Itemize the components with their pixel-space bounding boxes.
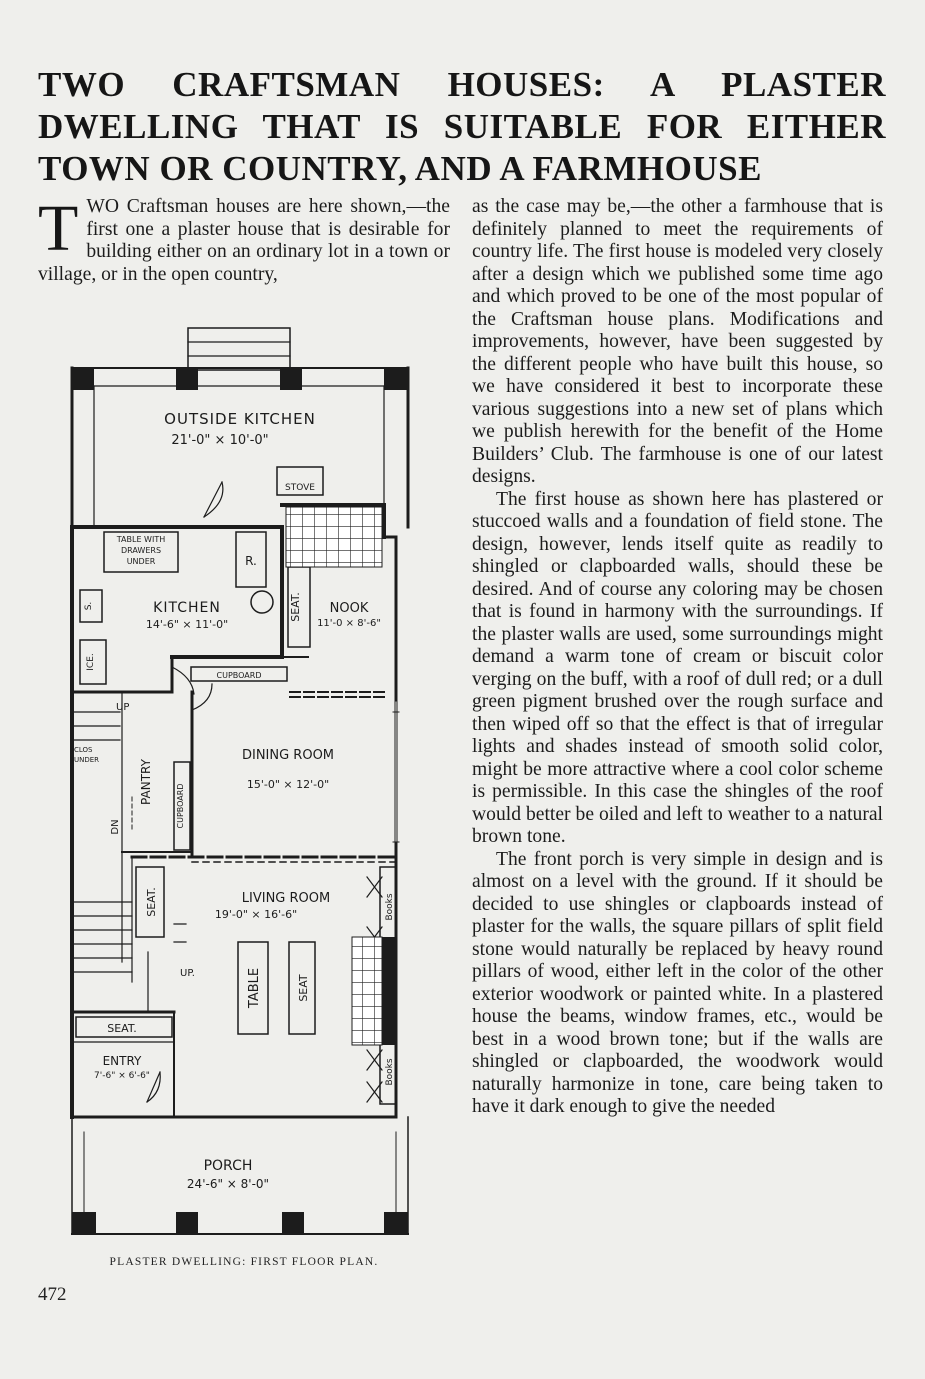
- right-column: [472, 196, 883, 1119]
- outside-kitchen-size: 21'-0" × 10'-0": [171, 433, 269, 448]
- pantry-cupboard-label: CUPBOARD: [176, 783, 185, 829]
- stove-label: STOVE: [285, 483, 315, 493]
- page-number: 472: [38, 1284, 67, 1305]
- closet-label-2: UNDER: [74, 756, 100, 764]
- nook-label: NOOK: [329, 601, 369, 616]
- article-title: TWO CRAFTSMAN HOUSES: A PLASTER DWELLING THAT IS SUITABLE FOR EITHER TOWN OR COUNTRY, AND A FARMHOUSE: [38, 65, 886, 188]
- refrigerator-label: R.: [245, 554, 257, 568]
- stair-up-label: UP: [116, 702, 130, 713]
- sink-label: S.: [84, 601, 94, 611]
- porch-label: PORCH: [203, 1158, 253, 1174]
- pantry-label: PANTRY: [139, 759, 153, 805]
- bookcase-label-upper: Books: [385, 893, 395, 921]
- kitchen-label: KITCHEN: [153, 600, 221, 616]
- closet-label-1: CLOS: [74, 746, 93, 754]
- cupboard-label: CUPBOARD: [216, 671, 262, 680]
- table-label: TABLE: [247, 967, 262, 1009]
- table-drawers-label-1: TABLE WITH: [116, 535, 166, 544]
- paragraph-continuation: as the case may be,—the other a farmhouse that is definitely planned to meet the requirements of country life. The first house is modeled very closely after a design which we published some time ago and which proved to be one of the most popular of the Craftsman house plans. Modifications and improvements, however, have been suggested by the different people who have built this house, so we have considered it best to incorporate these various suggestions into a new set of plans which we publish herewith for the benefit of the Home Builders’ Club. The farmhouse is one of our latest designs.: [472, 196, 883, 487]
- porch-size: 24'-6" × 8'-0": [186, 1177, 270, 1191]
- dining-room-size: 15'-0" × 12'-0": [246, 778, 330, 791]
- ice-label: ICE.: [86, 653, 96, 671]
- intro-paragraph: [38, 192, 450, 286]
- table-drawers-label-3: UNDER: [126, 557, 156, 566]
- paragraph-plaster-walls: The first house as shown here has plastered or stuccoed walls and a foundation of field stone. The design, however, lends itself quite as readily to shingled or clapboarded walls, should these be desired. And of course any coloring may be chosen that is found in harmony with the surroundings. If the plaster walls are used, some surroundings might demand a warm tone of cream or biscuit color verging on the buff, with a roof of dull red; or a dull green pigment brushed over the rough surface and then wiped off so that the effect is that of irregular lights and shades instead of smooth solid color, might be more attractive where a cool color scheme is permissible. In this case the shingles of the roof would better be oiled and left to weather to a natural brown tone.: [472, 488, 883, 847]
- drop-cap: T: [38, 192, 79, 265]
- figure-caption: PLASTER DWELLING: FIRST FLOOR PLAN.: [109, 1256, 379, 1268]
- floor-plan-drawing: [62, 322, 432, 1252]
- table-drawers-label-2: DRAWERS: [120, 546, 162, 555]
- left-column: [38, 192, 450, 286]
- living-stair-up-label: UP.: [180, 968, 195, 979]
- living-room-label: LIVING ROOM: [241, 891, 331, 906]
- table-seat-label: SEAT: [297, 974, 310, 1002]
- kitchen-size: 14'-6" × 11'-0": [145, 618, 229, 631]
- bookcase-label-lower: Books: [385, 1058, 395, 1086]
- dining-room-label: DINING ROOM: [241, 748, 335, 763]
- entry-label: ENTRY: [102, 1054, 142, 1068]
- stair-down-label: DN: [110, 819, 121, 835]
- living-room-size: 19'-0" × 16'-6": [214, 908, 298, 921]
- entry-seat-label: SEAT.: [107, 1022, 137, 1035]
- outside-kitchen-label: OUTSIDE KITCHEN: [164, 410, 316, 428]
- floor-plan-figure: [62, 322, 432, 1252]
- nook-size: 11'-0 × 8'-6": [317, 618, 381, 629]
- paragraph-front-porch: The front porch is very simple in design and is almost on a level with the ground. If it should be decided to use shingles or clapboards instead of plaster for the walls, the square pillars of split field stone would naturally be replaced by heavy round pillars of wood, either left in the color of the other exterior woodwork or painted white. In a plastered house the beams, window frames, etc., would be best in a wood brown tone; but if the walls are shingled or clapboarded, the woodwork would naturally harmonize in tone, care being taken to have it dark enough to give the needed: [472, 848, 883, 1117]
- nook-seat-label: SEAT.: [289, 592, 302, 622]
- intro-text: WO Craftsman houses are here shown,—the first one a plaster house that is desirable for building either on an ordinary lot in a town or village, or in the open country,: [38, 196, 450, 285]
- living-seat-label: SEAT.: [145, 887, 158, 917]
- entry-size: 7'-6" × 6'-6": [94, 1071, 150, 1081]
